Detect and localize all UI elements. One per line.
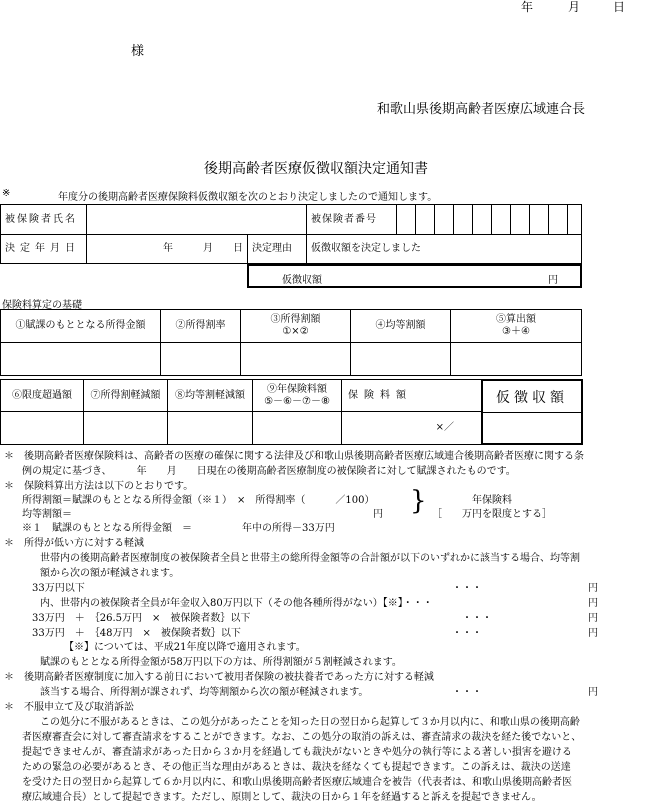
premium-amount-header: 保険料額: [342, 380, 483, 412]
limit-excess-header: ⑥限度超過額: [1, 380, 84, 412]
note-5f: 療広域連合長）として提起できます。ただし、原則として、裁決の日から１年を経過すると訴えを提起できません。: [22, 792, 542, 803]
provisional-amount-label: 仮徴収額: [282, 275, 322, 286]
computed-amount-title: ⑤算出額: [496, 314, 536, 325]
recipient-table: [0, 204, 582, 264]
insured-name-label: 被保険者氏名: [1, 205, 87, 235]
insured-number-digit: [397, 205, 416, 235]
annual-premium-title: ⑨年保険料額: [267, 383, 327, 395]
note-1b: 例の規定に基づき、 年 月 日現在の後期高齢者医療制度の被保険者に対して賦課されたものです。: [22, 466, 516, 477]
decision-date-year: 年: [163, 243, 173, 254]
note-5e: を受けた日の翌日から起算して６か月以内に、和歌山県後期高齢者医療広域連合を被告（代表者は、和歌山県後期高齢者医: [22, 777, 572, 788]
period-mark: ×／: [435, 422, 454, 433]
formula-2-unit: 円: [373, 509, 383, 520]
date-day: 日: [613, 0, 626, 14]
insured-number-digit: [492, 205, 511, 235]
page-title: 後期高齢者医療仮徴収額決定通知書: [204, 161, 428, 177]
formula-limit: ［ 万円を限度とする］: [432, 509, 552, 520]
basis-heading: 保険料算定の基礎: [2, 300, 82, 311]
insured-number-label: 被保険者番号: [307, 205, 397, 235]
intro-mark: ※: [2, 188, 11, 199]
reduction-yen-2: 円: [588, 598, 598, 609]
limit-excess-value: [1, 412, 84, 445]
note-5c: 提起できませんが、審査請求があった日から３か月を経過しても裁決がないときや処分の執行等による著しい損害を避ける: [22, 747, 572, 758]
reduction-dots-3: ・・・: [462, 613, 492, 624]
provisional-amount-cell: [481, 379, 583, 445]
decision-date-label: 決定年月日: [1, 235, 87, 264]
note-5d: ための緊急の必要があるとき、その他正当な理由があるときは、裁決を経なくても提起できます。この訴えは、裁決の送達: [22, 762, 571, 773]
intro-text: 年度分の後期高齢者医療保険料仮徴収額を次のとおり決定しましたので通知します。: [58, 192, 438, 203]
income-levy-formula: ①×②: [282, 326, 309, 337]
reduction-note-2: 賦課のもととなる所得金額が58万円以下の方は、所得割額が５割軽減されます。: [40, 657, 402, 668]
per-capita-header: ④均等割額: [351, 310, 451, 343]
annual-premium-formula: ⑤－⑥－⑦－⑧: [264, 395, 330, 407]
formula-brace: }: [410, 486, 427, 516]
provisional-amount-box: [247, 264, 582, 288]
formula-1: 所得割額＝賦課のもととなる所得金額（※１） × 所得割率（ ／100）: [22, 495, 375, 506]
capita-reduction-header: ⑧均等割軽減額: [168, 380, 253, 412]
income-reduction-value: [84, 412, 168, 445]
note-5: ＊ 不服申立て及び取消訴訟: [4, 702, 134, 713]
note-4-yen: 円: [588, 687, 598, 698]
formula-annual: 年保険料: [472, 495, 512, 506]
annual-premium-header: [253, 380, 342, 412]
date-month: 月: [568, 0, 581, 14]
computed-amount-formula: ③＋④: [502, 326, 530, 337]
reduction-yen-1: 円: [588, 583, 598, 594]
income-levy-value: [241, 343, 351, 376]
income-amount-value: [1, 343, 161, 376]
note-2: ＊ 保険料算出方法は以下のとおりです。: [4, 481, 194, 492]
income-rate-value: [161, 343, 241, 376]
insured-number-digit: [530, 205, 549, 235]
insured-number-digit: [511, 205, 530, 235]
decision-date-value: [87, 235, 248, 264]
note-5a: この処分に不服があるときは、この処分があったことを知った日の翌日から起算して３か月以内に、和歌山県の後期高齢: [40, 717, 580, 728]
annual-premium-value: [253, 412, 342, 445]
decision-reason-value: 仮徴収額を決定しました: [307, 235, 582, 264]
note-3b: 額から次の額が軽減されます。: [40, 568, 180, 579]
reduction-dots-4: ・・・: [452, 628, 482, 639]
provisional-amount-header: 仮徴収額: [496, 390, 568, 406]
insured-number-digit: [416, 205, 435, 235]
premium-amount-value: [342, 412, 483, 445]
income-amount-header: ①賦課のもととなる所得金額: [1, 310, 161, 343]
decision-date-month: 月: [203, 243, 213, 254]
note-4a: 該当する場合、所得割が課されず、均等割額から次の額が軽減されます。: [40, 687, 369, 698]
note-4-dots: ・・・: [452, 687, 482, 698]
note-5b: 者医療審査会に対して審査請求をすることができます。なお、この処分の取消の訴えは、審査請求の裁決を経た後でないと、: [22, 732, 582, 743]
reduction-note-1: 【※】については、平成21年度以降で適用されます。: [64, 642, 306, 653]
note-3a: 世帯内の後期高齢者医療制度の被保険者全員と世帯主の総所得金額等の合計額が以下のいずれかに該当する場合、均等割: [40, 553, 580, 564]
insured-number-digit: [454, 205, 473, 235]
computed-amount-header: [451, 310, 582, 343]
reduction-row-2: 内、世帯内の被保険者全員が年金収入80万円以下（その他各種所得がない）【※】・・・: [40, 598, 433, 609]
reduction-yen-3: 円: [588, 613, 598, 624]
note-1a: ＊ 後期高齢者医療保険料は、高齢者の医療の確保に関する法律及び和歌山県後期高齢者医療広域連合後期高齢者医療に関する条: [4, 451, 584, 462]
date-year: 年: [521, 0, 534, 14]
insured-number-digit: [568, 205, 582, 235]
capita-reduction-value: [168, 412, 253, 445]
recipient-suffix: 様: [131, 44, 145, 59]
income-reduction-header: ⑦所得割軽減額: [84, 380, 168, 412]
insured-name-value: [87, 205, 307, 235]
formula-2: 均等割額＝: [22, 509, 72, 520]
decision-reason-label: 決定理由: [248, 235, 307, 264]
per-capita-value: [351, 343, 451, 376]
insured-number-digit: [473, 205, 492, 235]
reduction-row-3: 33万円 ＋ ｛26.5万円 × 被保険者数｝以下: [32, 613, 251, 624]
decision-date-day: 日: [233, 243, 243, 254]
basis-table-1: [0, 309, 582, 376]
computed-amount-value: [451, 343, 582, 376]
formula-3: ※１ 賦課のもととなる所得金額 ＝ 年中の所得－33万円: [22, 523, 335, 534]
insured-number-digit: [549, 205, 568, 235]
note-3: ＊ 所得が低い方に対する軽減: [4, 538, 144, 549]
reduction-row-1: 33万円以下: [32, 583, 85, 594]
reduction-row-4: 33万円 ＋ ｛48万円 × 被保険者数｝以下: [32, 628, 241, 639]
provisional-amount-unit: 円: [548, 275, 558, 286]
income-rate-header: ②所得割率: [161, 310, 241, 343]
note-4: ＊ 後期高齢者医療制度に加入する前日において被用者保険の被扶養者であった方に対する軽減: [4, 672, 434, 683]
insured-number-digit: [435, 205, 454, 235]
income-levy-title: ③所得割額: [270, 314, 321, 325]
issuer-name: 和歌山県後期高齢者医療広域連合長: [377, 102, 586, 117]
reduction-dots-1: ・・・: [452, 583, 482, 594]
reduction-yen-4: 円: [588, 628, 598, 639]
income-levy-header: [241, 310, 351, 343]
